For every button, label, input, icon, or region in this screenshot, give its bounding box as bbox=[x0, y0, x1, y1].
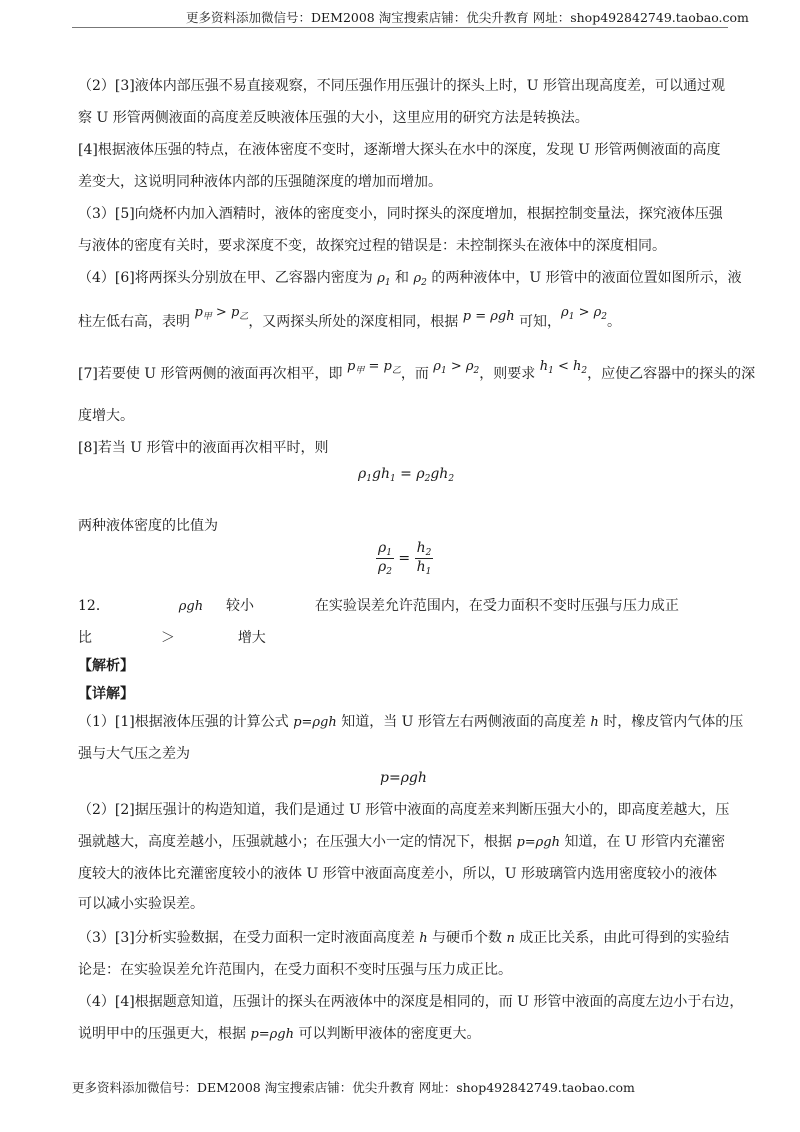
answer-line-12 bbox=[78, 596, 679, 617]
text-line: （1）[1]根据液体压强的计算公式 p=ρgh 知道，当 U 形管左右两侧液面的高度差 h 时，橡皮管内气体的压 bbox=[78, 714, 744, 730]
text-segment: ，应使乙容器中的探头的深 bbox=[587, 366, 756, 382]
text-segment: 。 bbox=[607, 314, 621, 330]
math-rho1-gt-rho2: $\rho_1 > \rho_2$ bbox=[561, 305, 607, 322]
text-segment: ，又两探头所处的深度相同，根据 bbox=[248, 314, 463, 330]
text-line: 与液体的密度有关时，要求深度不变，故探究过程的错误是：未控制探头在液体中的深度相同。 bbox=[78, 238, 666, 254]
answer-blank-5: 增大 bbox=[237, 630, 266, 646]
math-h: h bbox=[419, 931, 428, 946]
header-rule bbox=[72, 27, 728, 28]
text-segment: （4）[6]将两探头分别放在甲、乙容器内密度为 bbox=[78, 270, 378, 286]
text-segment: ，则要求 bbox=[479, 366, 540, 382]
text-line: [8]若当 U 形管中的液面再次相平时，则 bbox=[78, 440, 329, 456]
text-segment: 柱左低右高，表明 bbox=[78, 314, 195, 330]
answer-blank-3: 在实验误差允许范围内，在受力面积不变时压强与压力成正 bbox=[314, 598, 679, 614]
math-rho1-gt-rho2: $\rho_1 > \rho_2$ bbox=[433, 359, 480, 376]
text-line: 说明甲中的压强更大，根据 p=ρgh 可以判断甲液体的密度更大。 bbox=[78, 1026, 481, 1042]
text-line bbox=[78, 268, 742, 293]
page-header: 更多资料添加微信号：DEM2008 淘宝搜索店铺：优尖升教育 网址：shop492842749.taobao.com bbox=[186, 10, 749, 25]
text-line: （3）[3]分析实验数据，在受力面积一定时液面高度差 h 与硬币个数 n 成正比关系，由此可得到的实验结 bbox=[78, 930, 730, 946]
math-pressure-formula: p=ρgh bbox=[516, 835, 561, 850]
fraction-rho: $\frac{\rho_1}{\rho_2}$ bbox=[378, 540, 392, 577]
text-line: （3）[5]向烧杯内加入酒精时，液体的密度变小，同时探头的深度增加，根据控制变量法，探究液体压强 bbox=[78, 206, 723, 222]
text-segment: 和 bbox=[390, 270, 414, 286]
text-segment: ，而 bbox=[400, 366, 434, 382]
math-pjia-eq-pyi: $p_甲 = p_乙$ bbox=[346, 359, 401, 376]
text-line bbox=[78, 359, 756, 389]
text-line: [4]根据液体压强的特点，在液体密度不变时，逐渐增大探头在水中的深度，发现 U 形管两侧液面的高度 bbox=[78, 142, 721, 158]
text-line: 论是：在实验误差允许范围内，在受力面积不变时压强与压力成正比。 bbox=[78, 962, 512, 978]
text-segment: 可知， bbox=[514, 314, 562, 330]
math-rho2: $\rho_2$ bbox=[413, 271, 427, 288]
answer-blank-4: ＞ bbox=[160, 630, 175, 646]
math-pjia-gt-pyi: $p_甲 > p_乙$ bbox=[194, 305, 249, 322]
text-line: 度较大的液体比充灌密度较小的液体 U 形管中液面高度差小，所以，U 形玻璃管内选用密度较小的液体 bbox=[78, 866, 717, 882]
text-line: 察 U 形管两侧液面的高度差反映液体压强的大小，这里应用的研究方法是转换法。 bbox=[78, 110, 589, 126]
text-segment: [7]若要使 U 形管两侧的液面再次相平，即 bbox=[78, 366, 347, 382]
answer-blank-2: 较小 bbox=[225, 598, 254, 614]
math-pressure-formula: p=ρgh bbox=[250, 1027, 295, 1042]
equation-density-ratio: $\frac{\rho_1}{\rho_2}$ = $\frac{h_2}{h_1}$ bbox=[378, 540, 432, 577]
text-line: 两种液体密度的比值为 bbox=[78, 518, 218, 534]
text-line: （4）[4]根据题意知道，压强计的探头在两液体中的深度是相同的，而 U 形管中液面的高度左边小于右边， bbox=[78, 994, 744, 1010]
text-line: 强与大气压之差为 bbox=[78, 746, 190, 762]
fraction-h: $\frac{h_2}{h_1}$ bbox=[416, 540, 432, 577]
page-footer: 更多资料添加微信号：DEM2008 淘宝搜索店铺：优尖升教育 网址：shop492842749.taobao.com bbox=[72, 1080, 635, 1095]
text-segment: 的两种液体中，U 形管中的液面位置如图所示，液 bbox=[426, 270, 742, 286]
equation-pressure: p=ρgh bbox=[380, 770, 427, 786]
answer-blank-1: ρgh bbox=[178, 599, 204, 614]
question-number: 12． bbox=[78, 598, 110, 614]
math-h1-lt-h2: $h_1 < h_2$ bbox=[539, 359, 588, 376]
text-line: 度增大。 bbox=[78, 408, 134, 424]
text-line: （2）[3]液体内部压强不易直接观察，不同压强作用压强计的探头上时，U 形管出现高度差，可以通过观 bbox=[78, 78, 725, 94]
section-analysis: 【解析】 bbox=[78, 658, 134, 674]
text-line: 差变大，这说明同种液体内部的压强随深度的增加而增加。 bbox=[78, 174, 442, 190]
section-detail: 【详解】 bbox=[78, 686, 134, 702]
text-line: 可以减小实验误差。 bbox=[78, 896, 204, 912]
text-line: 强就越大，高度差越小，压强就越小；在压强大小一定的情况下，根据 p=ρgh 知道，在 U 形管内充灌密 bbox=[78, 834, 726, 850]
math-pressure-formula: p = ρgh bbox=[462, 309, 515, 324]
answer-blank-3-cont: 比 bbox=[78, 630, 92, 646]
math-pressure-formula: p=ρgh bbox=[293, 715, 337, 730]
text-line: （2）[2]据压强计的构造知道，我们是通过 U 形管中液面的高度差来判断压强大小的，即高度差越大，压 bbox=[78, 802, 730, 818]
text-line bbox=[78, 305, 621, 337]
equation-density-height: $\rho_1gh_1 = \rho_2gh_2$ bbox=[358, 466, 455, 484]
math-n: n bbox=[506, 931, 515, 946]
math-rho1: $\rho_1$ bbox=[377, 271, 391, 288]
answer-line-12b bbox=[78, 628, 266, 648]
math-h: h bbox=[590, 715, 599, 730]
